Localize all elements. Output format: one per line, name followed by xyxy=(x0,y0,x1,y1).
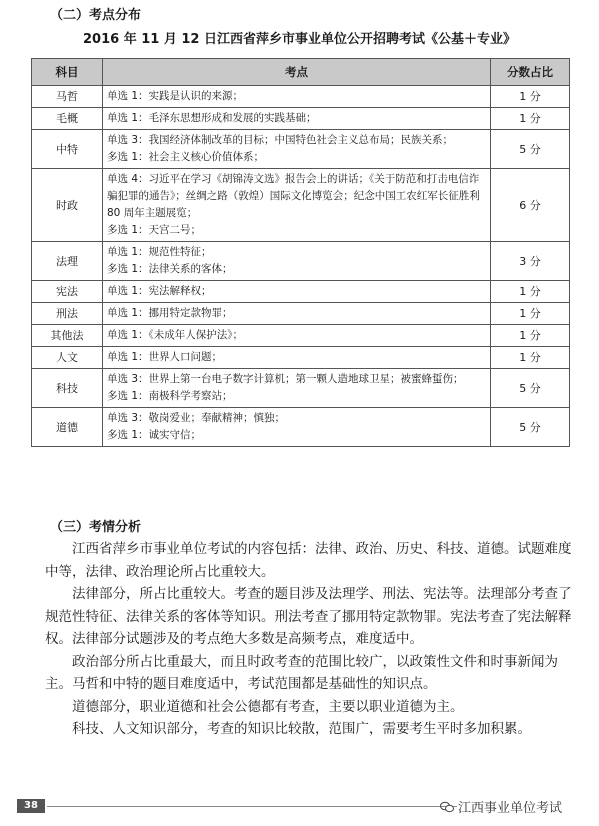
points-cell xyxy=(103,347,491,369)
point-line: 多选 1：社会主义核心价值体系； xyxy=(107,151,265,163)
table-title: 2016 年 11 月 12 日江西省萍乡市事业单位公开招聘考试《公基＋专业》 xyxy=(83,32,516,47)
header-score: 分数占比 xyxy=(491,59,570,86)
point-line: 多选 1：天宫二号； xyxy=(107,224,202,236)
score-cell: 1 分 xyxy=(491,281,570,303)
table-row xyxy=(32,347,570,369)
table-row xyxy=(32,86,570,108)
point-line: 单选 1：实践是认识的来源； xyxy=(107,90,244,102)
analysis-paragraph: 江西省萍乡市事业单位考试的内容包括：法律、政治、历史、科技、道德。试题难度中等，法律、政治理论所占比重较大。 xyxy=(45,541,572,580)
subject-cell: 时政 xyxy=(32,169,103,242)
footer-rule xyxy=(47,806,457,807)
table-header-row xyxy=(32,59,570,86)
wechat-icon xyxy=(440,801,454,813)
analysis-paragraph: 政治部分所占比重最大，而且时政考查的范围比较广，以政策性文件和时事新闻为主。马哲和中特的题目难度适中，考试范围都是基础性的知识点。 xyxy=(45,653,558,692)
point-line: 多选 1：法律关系的客体； xyxy=(107,263,233,275)
subject-cell: 毛概 xyxy=(32,108,103,130)
score-cell: 3 分 xyxy=(491,242,570,281)
header-subject: 科目 xyxy=(32,59,103,86)
point-line: 骗犯罪的通告》；丝绸之路（敦煌）国际文化博览会；纪念中国工农红军长征胜利 xyxy=(107,190,480,202)
point-line: 单选 1：《未成年人保护法》； xyxy=(107,329,244,341)
score-cell: 1 分 xyxy=(491,303,570,325)
points-cell xyxy=(103,281,491,303)
point-line: 多选 1：诚实守信； xyxy=(107,429,202,441)
table-row xyxy=(32,325,570,347)
score-cell: 5 分 xyxy=(491,369,570,408)
points-cell xyxy=(103,325,491,347)
point-line: 单选 4：习近平在学习《胡锦涛文选》报告会上的讲话；《关于防范和打击电信诈 xyxy=(107,173,480,185)
point-line: 多选 1：南极科学考察站； xyxy=(107,390,233,402)
score-cell: 5 分 xyxy=(491,130,570,169)
point-line: 单选 1：宪法解释权； xyxy=(107,285,212,297)
point-line: 单选 1：挪用特定款物罪； xyxy=(107,307,233,319)
table-row xyxy=(32,108,570,130)
points-cell xyxy=(103,169,491,242)
section3-heading: （三）考情分析 xyxy=(50,520,142,535)
points-cell xyxy=(103,130,491,169)
table-row xyxy=(32,130,570,169)
score-cell: 6 分 xyxy=(491,169,570,242)
table-row xyxy=(32,303,570,325)
subject-cell: 马哲 xyxy=(32,86,103,108)
points-cell xyxy=(103,108,491,130)
subject-cell: 宪法 xyxy=(32,281,103,303)
watermark-text: 江西事业单位考试 xyxy=(458,801,563,816)
exam-points-table xyxy=(31,58,570,447)
score-cell: 1 分 xyxy=(491,108,570,130)
analysis-paragraph: 科技、人文知识部分，考查的知识比较散，范围广，需要考生平时多加积累。 xyxy=(72,721,531,737)
point-line: 单选 1：毛泽东思想形成和发展的实践基础； xyxy=(107,112,317,124)
table-row xyxy=(32,369,570,408)
analysis-text xyxy=(45,538,580,741)
subject-cell: 中特 xyxy=(32,130,103,169)
score-cell: 1 分 xyxy=(491,347,570,369)
points-cell xyxy=(103,242,491,281)
points-cell xyxy=(103,369,491,408)
subject-cell: 法理 xyxy=(32,242,103,281)
score-cell: 1 分 xyxy=(491,325,570,347)
section2-heading: （二）考点分布 xyxy=(50,8,142,23)
point-line: 单选 3：我国经济体制改革的目标；中国特色社会主义总布局；民族关系； xyxy=(107,134,454,146)
table-row xyxy=(32,281,570,303)
point-line: 单选 1：世界人口问题； xyxy=(107,351,223,363)
point-line: 单选 3：世界上第一台电子数字计算机；第一颗人造地球卫星；被蜜蜂蜇伤； xyxy=(107,373,464,385)
subject-cell: 科技 xyxy=(32,369,103,408)
point-line: 单选 1：规范性特征； xyxy=(107,246,212,258)
analysis-paragraph: 法律部分，所占比重较大。考查的题目涉及法理学、刑法、宪法等。法理部分考查了规范性特征、法律关系的客体等知识。刑法考查了挪用特定款物罪。宪法考查了宪法解释权。法律部分试题涉及的考点绝大多数是高频考点，难度适中。 xyxy=(45,586,572,647)
subject-cell: 其他法 xyxy=(32,325,103,347)
subject-cell: 道德 xyxy=(32,408,103,447)
watermark xyxy=(440,797,562,816)
table-row xyxy=(32,242,570,281)
score-cell: 5 分 xyxy=(491,408,570,447)
score-cell: 1 分 xyxy=(491,86,570,108)
points-cell xyxy=(103,86,491,108)
point-line: 单选 3：敬岗爱业；奉献精神；慎独； xyxy=(107,412,286,424)
analysis-paragraph: 道德部分，职业道德和社会公德都有考查，主要以职业道德为主。 xyxy=(72,698,464,715)
table-row xyxy=(32,408,570,447)
table-row xyxy=(32,169,570,242)
subject-cell: 刑法 xyxy=(32,303,103,325)
header-points: 考点 xyxy=(103,59,491,86)
subject-cell: 人文 xyxy=(32,347,103,369)
page-number: 38 xyxy=(17,799,45,813)
points-cell xyxy=(103,408,491,447)
point-line: 80 周年主题展览； xyxy=(107,207,198,219)
points-cell xyxy=(103,303,491,325)
